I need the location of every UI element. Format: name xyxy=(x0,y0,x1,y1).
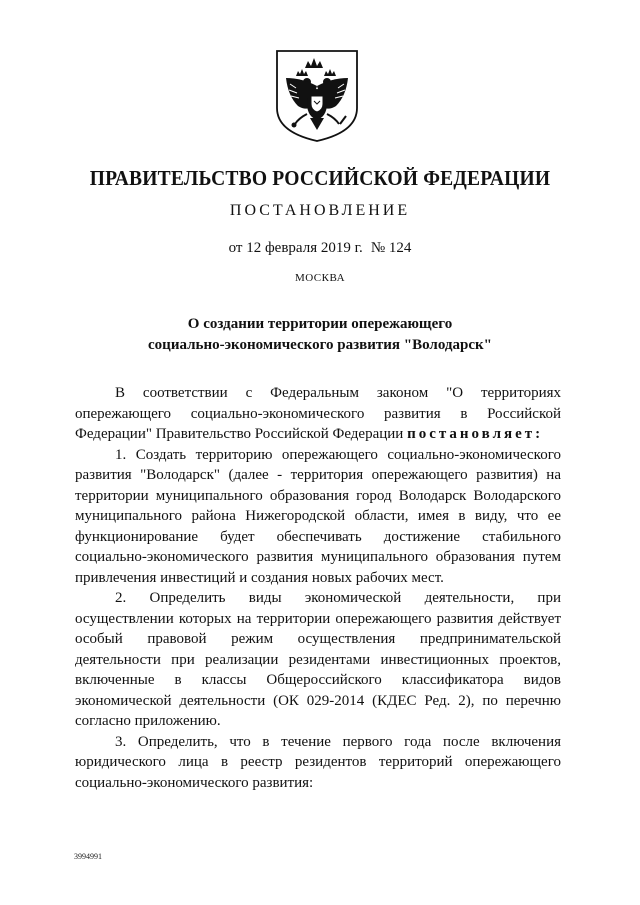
paragraph-3: 3. Определить, что в течение первого года после включения юридического лица в реестр резидентов территорий опережающего социально-экономического развития: xyxy=(75,733,561,791)
paragraph-1: 1. Создать территорию опережающего социально-экономического развития "Володарск" (далее - территория опережающего развития) на территории муниципального образования город Володарск Володарского муниципального района Нижегородской области, имея в виду, что ее функционирование будет обеспечивать достижение стабильного социально-экономического развития муниципального образования путем привлечения инвестиций и создания новых рабочих мест. xyxy=(75,446,561,586)
government-title: ПРАВИТЕЛЬСТВО РОССИЙСКОЙ ФЕДЕРАЦИИ xyxy=(89,166,551,190)
intro-paragraph xyxy=(75,383,561,445)
document-date: от 12 февраля 2019 г. xyxy=(228,240,363,256)
document-number: № 124 xyxy=(370,240,412,256)
footer-document-code: 3994991 xyxy=(74,852,102,861)
document-body xyxy=(75,383,561,793)
document-city: МОСКВА xyxy=(294,272,346,284)
subject-line-2: социально-экономического развития "Володарск" xyxy=(148,337,492,353)
document-subject xyxy=(120,314,520,356)
document-type: ПОСТАНОВЛЕНИЕ xyxy=(229,202,411,219)
intro-text: В соответствии с Федеральным законом "О территориях опережающего социально-экономического развития в Российской Федерации" Правительство Российской Федерации xyxy=(75,385,561,442)
intro-verb: постановляет: xyxy=(407,426,544,442)
subject-line-1: О создании территории опережающего xyxy=(187,316,453,332)
coat-of-arms-emblem xyxy=(274,48,360,144)
paragraph-2: 2. Определить виды экономической деятельности, при осуществлении которых на территории опережающего развития действует особый правовой режим осуществления предпринимательской деятельности при реализации резидентами инвестиционных проектов, включенные в классы Общероссийского классификатора видов экономической деятельности (ОК 029-2014 (КДЕС Ред. 2), по перечню согласно приложению. xyxy=(75,590,561,729)
document-date-line xyxy=(0,240,640,257)
